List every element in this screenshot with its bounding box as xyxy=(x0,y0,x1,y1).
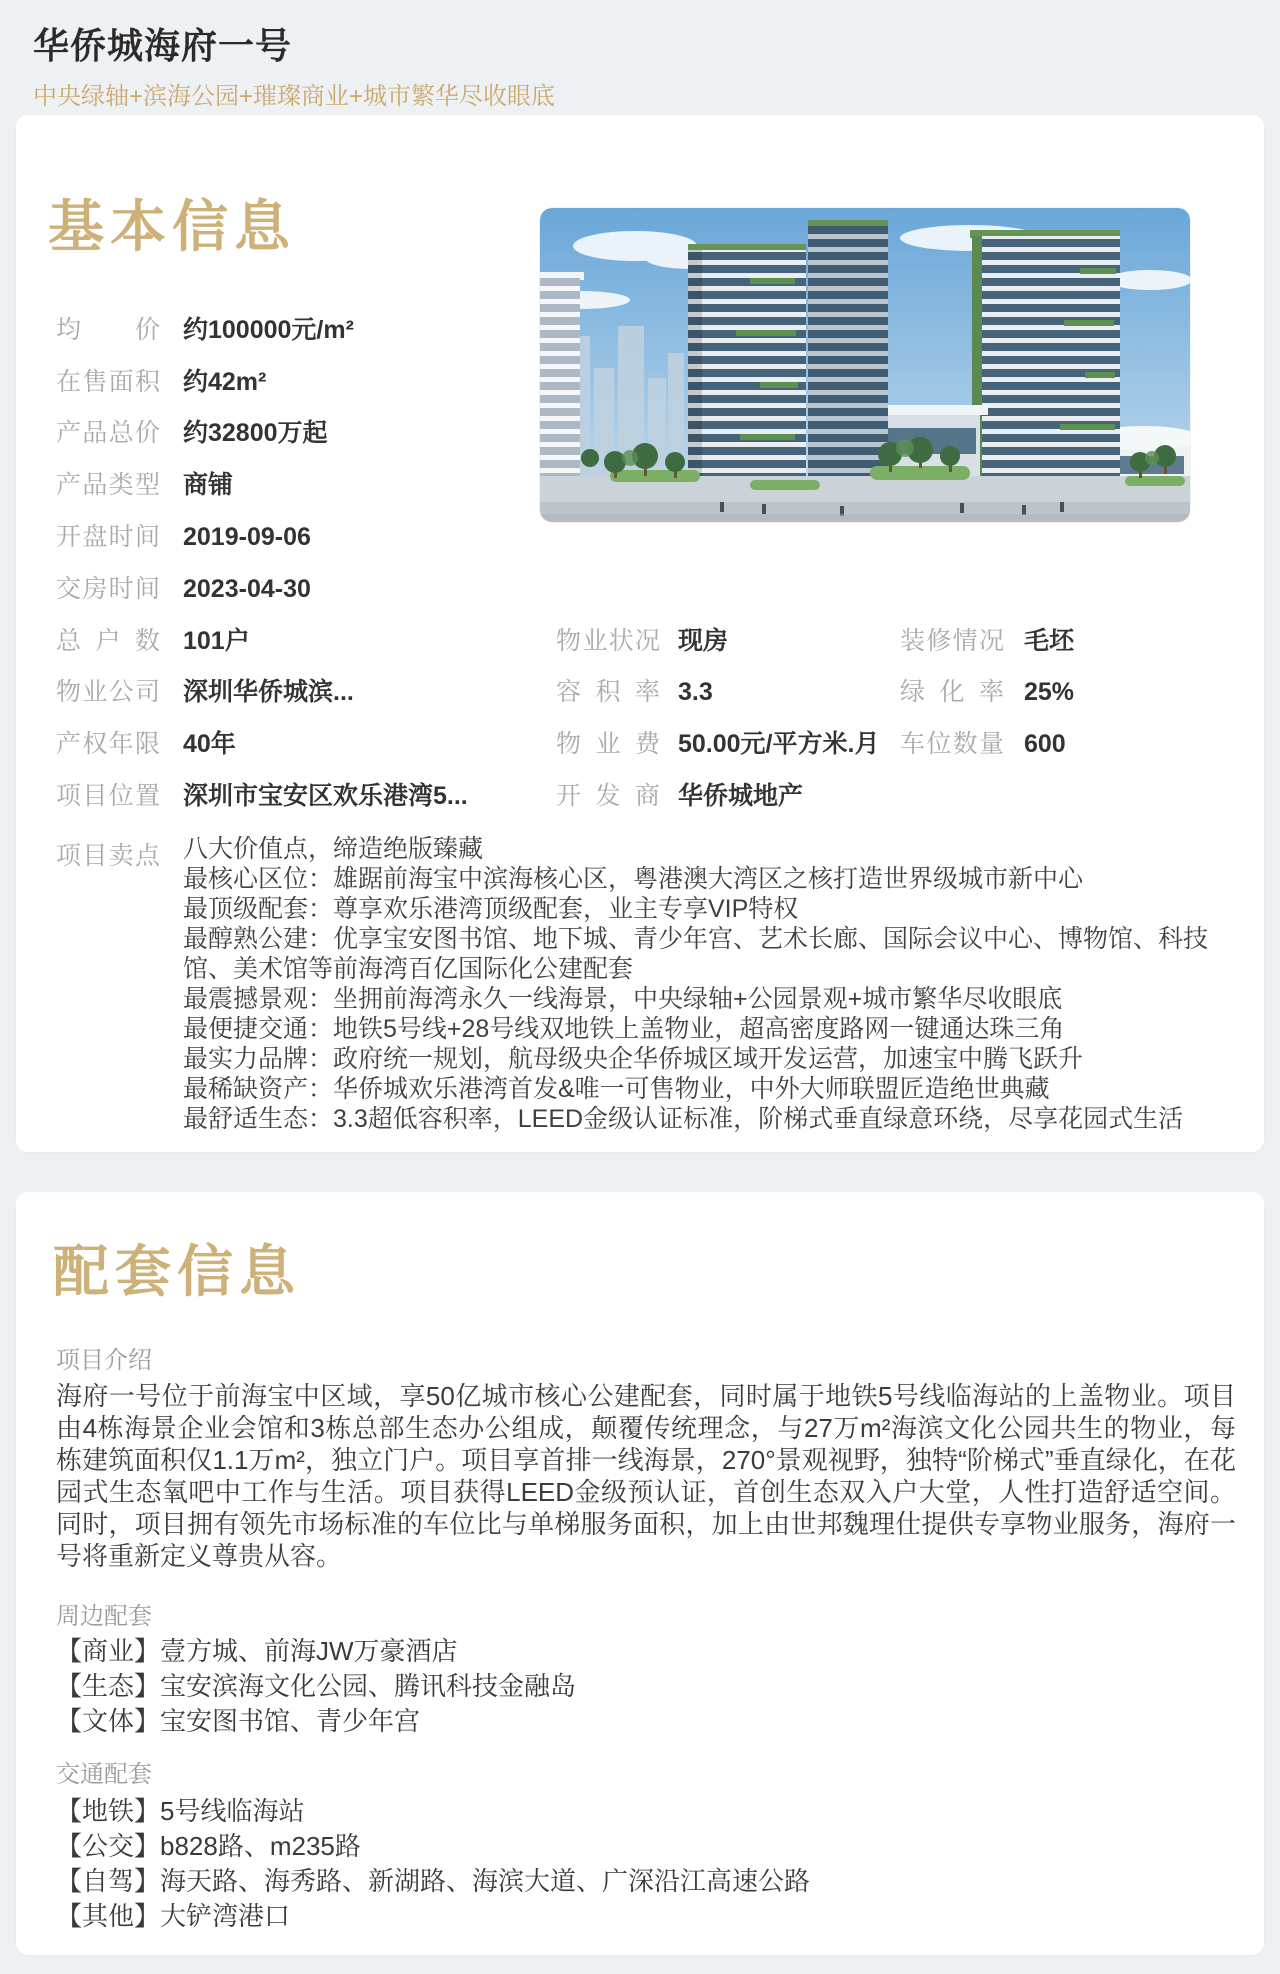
info-label: 在售面积 xyxy=(56,368,160,396)
info-label: 产权年限 xyxy=(56,730,160,758)
info-label: 装修情况 xyxy=(900,627,1004,655)
selling-point-item: 最醇熟公建：优享宝安图书馆、地下城、青少年宫、艺术长廊、国际会议中心、博物馆、科技馆、美术馆等前海湾百亿国际化公建配套 xyxy=(183,925,1209,983)
info-value: 现房 xyxy=(678,627,729,655)
row-tenure-years xyxy=(56,729,236,759)
row-developer xyxy=(556,781,803,811)
project-intro-label: 项目介绍 xyxy=(56,1347,152,1374)
selling-point-item: 最实力品牌：政府统一规划，航母级央企华侨城区域开发运营，加速宝中腾飞跃升 xyxy=(183,1045,1084,1073)
selling-point-item: 最便捷交通：地铁5号线+28号线双地铁上盖物业，超高密度路网一键通达珠三角 xyxy=(183,1015,1065,1043)
info-value: 华侨城地产 xyxy=(678,782,804,810)
row-property-status xyxy=(556,626,728,656)
row-property-fee xyxy=(556,729,879,759)
property-rendering-image[interactable] xyxy=(540,208,1190,522)
row-opening-date xyxy=(56,522,311,552)
transport-item-other: 【其他】大铲湾港口 xyxy=(56,1901,291,1931)
row-average-price xyxy=(56,315,354,345)
row-total-households xyxy=(56,626,250,656)
info-label: 物业状况 xyxy=(556,627,660,655)
info-label: 总户数 xyxy=(56,627,160,655)
info-label: 开盘时间 xyxy=(56,523,160,551)
info-label: 绿化率 xyxy=(900,678,1004,706)
info-label: 物业公司 xyxy=(56,678,160,706)
selling-point-item: 最稀缺资产：华侨城欢乐港湾首发&唯一可售物业，中外大师联盟匠造绝世典藏 xyxy=(183,1075,1050,1103)
info-label: 产品总价 xyxy=(56,419,160,447)
transport-item-drive: 【自驾】海天路、海秀路、新湖路、海滨大道、广深沿江高速公路 xyxy=(56,1866,811,1896)
row-sale-area xyxy=(56,367,266,397)
transport-item-bus: 【公交】b828路、m235路 xyxy=(56,1831,361,1861)
row-plot-ratio xyxy=(556,677,713,707)
nearby-item-ecology: 【生态】宝安滨海文化公园、腾讯科技金融岛 xyxy=(56,1671,577,1701)
transport-list xyxy=(56,1794,810,1934)
selling-points-label: 项目卖点 xyxy=(56,842,160,870)
transport-item-metro: 【地铁】5号线临海站 xyxy=(56,1796,305,1826)
selling-point-item: 最核心区位：雄踞前海宝中滨海核心区，粤港澳大湾区之核打造世界级城市新中心 xyxy=(183,865,1084,893)
info-value: 600 xyxy=(1024,730,1066,758)
info-value: 深圳华侨城滨... xyxy=(183,678,354,706)
selling-point-item: 八大价值点，缔造绝版臻藏 xyxy=(183,835,484,863)
info-value: 约42m² xyxy=(183,368,267,396)
facilities-section-title: 配套信息 xyxy=(53,1240,301,1303)
row-total-price xyxy=(56,418,328,448)
row-product-type xyxy=(56,470,233,500)
info-value: 3.3 xyxy=(678,678,713,706)
info-label: 产品类型 xyxy=(56,471,160,499)
transport-label: 交通配套 xyxy=(56,1761,152,1788)
nearby-facilities-list xyxy=(56,1634,576,1739)
info-label: 交房时间 xyxy=(56,575,160,603)
info-value: 50.00元/平方米.月 xyxy=(678,730,880,758)
row-property-company xyxy=(56,677,354,707)
info-value: 2023-04-30 xyxy=(183,575,311,603)
info-value: 约32800万起 xyxy=(183,419,328,447)
info-label: 项目位置 xyxy=(56,782,160,810)
row-decoration xyxy=(900,626,1074,656)
selling-point-item: 最震撼景观：坐拥前海湾永久一线海景，中央绿轴+公园景观+城市繁华尽收眼底 xyxy=(183,985,1063,1013)
info-value: 毛坯 xyxy=(1024,627,1075,655)
facilities-card xyxy=(16,1192,1264,1955)
info-label: 开发商 xyxy=(556,782,660,810)
row-greening-rate xyxy=(900,677,1074,707)
selling-point-item: 最顶级配套：尊享欢乐港湾顶级配套，业主专享VIP特权 xyxy=(183,895,799,923)
page-subtitle: 中央绿轴+滨海公园+璀璨商业+城市繁华尽收眼底 xyxy=(33,83,556,110)
info-value: 约100000元/m² xyxy=(183,316,354,344)
basic-info-section-title: 基本信息 xyxy=(48,195,296,258)
info-value: 101户 xyxy=(183,627,250,655)
info-value: 40年 xyxy=(183,730,236,758)
selling-points xyxy=(183,834,1233,1134)
page-title: 华侨城海府一号 xyxy=(33,25,293,66)
info-label: 均价 xyxy=(56,316,160,344)
info-value: 深圳市宝安区欢乐港湾5... xyxy=(183,782,468,810)
row-project-location xyxy=(56,781,468,811)
info-value: 商铺 xyxy=(183,471,234,499)
nearby-item-culture: 【文体】宝安图书馆、青少年宫 xyxy=(56,1706,421,1736)
info-label: 容积率 xyxy=(556,678,660,706)
building-rendering-graphic xyxy=(540,208,1190,522)
row-parking-count xyxy=(900,729,1066,759)
info-value: 2019-09-06 xyxy=(183,523,311,551)
info-label: 车位数量 xyxy=(900,730,1004,758)
selling-point-item: 最舒适生态：3.3超低容积率，LEED金级认证标准，阶梯式垂直绿意环绕，尽享花园式生活 xyxy=(183,1105,1184,1133)
info-value: 25% xyxy=(1024,678,1075,706)
nearby-item-business: 【商业】壹方城、前海JW万豪酒店 xyxy=(56,1636,458,1666)
info-label: 物业费 xyxy=(556,730,660,758)
basic-info-card xyxy=(16,115,1264,1152)
nearby-facilities-label: 周边配套 xyxy=(56,1603,152,1630)
row-delivery-date xyxy=(56,574,311,604)
project-intro-paragraph: 海府一号位于前海宝中区域，享50亿城市核心公建配套，同时属于地铁5号线临海站的上盖物业。项目由4栋海景企业会馆和3栋总部生态办公组成，颠覆传统理念，与27万m²海滨文化公园共生的物业，每栋建筑面积仅1.1万m²，独立门户。项目享首排一线海景，270°景观视野，独特“阶梯式”垂直绿化，在花园式生态氧吧中工作与生活。项目获得LEED金级预认证，首创生态双入户大堂，人性打造舒适空间。同时，项目拥有领先市场标准的车位比与单梯服务面积，加上由世邦魏理仕提供专享物业服务，海府一号将重新定义尊贵从容。 xyxy=(56,1381,1236,1571)
